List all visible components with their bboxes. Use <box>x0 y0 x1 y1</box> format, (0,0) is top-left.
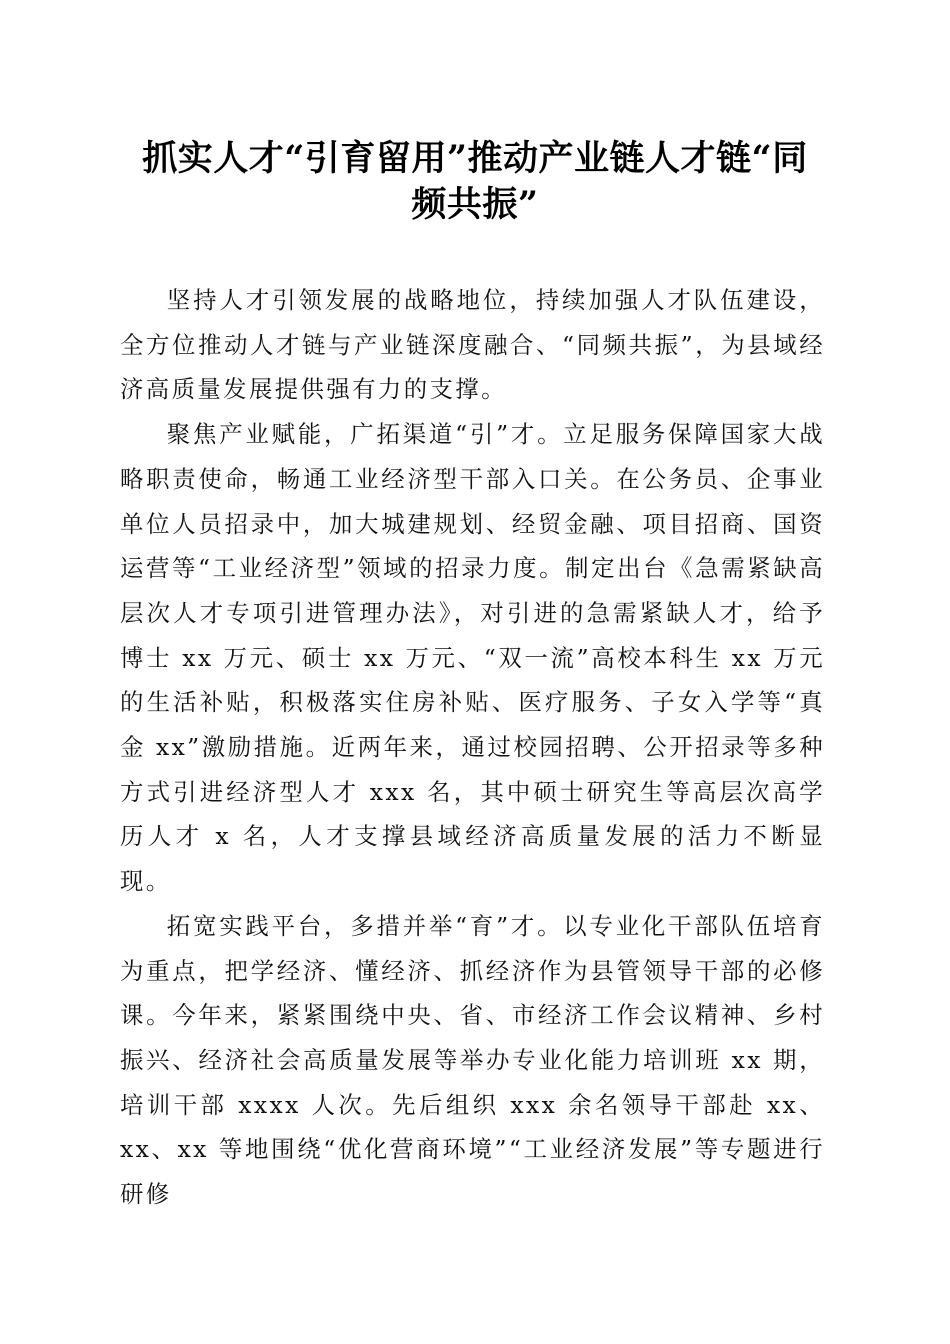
title-line-1: 抓实人才“引育留用”推动产业链人才链“同 <box>142 138 808 179</box>
document-body <box>120 278 825 1217</box>
paragraph-attract-talent: 聚焦产业赋能，广拓渠道“引”才。立足服务保障国家大战略职责使命，畅通工业经济型干部入口关。在公务员、企事业单位人员招录中，加大城建规划、经贸金融、项目招商、国资运营等“工业经济型”领域的招录力度。制定出台《急需紧缺高层次人才专项引进管理办法》，对引进的急需紧缺人才，给予博士 xx 万元、硕士 xx 万元、“双一流”高校本科生 xx 万元的生活补贴，积极落实住房补贴、医疗服务、子女入学等“真金 xx”激励措施。近两年来，通过校园招聘、公开招录等多种方式引进经济型人才 xxx 名，其中硕士研究生等高层次高学历人才 x 名，人才支撑县域经济高质量发展的活力不断显现。 <box>120 420 825 896</box>
paragraph-train-talent: 拓宽实践平台，多措并举“育”才。以专业化干部队伍培育为重点，把学经济、懂经济、抓经济作为县管领导干部的必修课。今年来，紧紧围绕中央、省、市经济工作会议精神、乡村振兴、经济社会高质量发展等举办专业化能力培训班 xx 期，培训干部 xxxx 人次。先后组织 xxx 余名领导干部赴 xx、xx、xx 等地围绕“优化营商环境”“工业经济发展”等专题进行研修 <box>120 911 825 1209</box>
document-title <box>100 136 850 228</box>
title-line-2: 频共振” <box>411 184 539 225</box>
paragraph-intro: 坚持人才引领发展的战略地位，持续加强人才队伍建设，全方位推动人才链与产业链深度融合、“同频共振”，为县域经济高质量发展提供强有力的支撑。 <box>120 286 825 404</box>
